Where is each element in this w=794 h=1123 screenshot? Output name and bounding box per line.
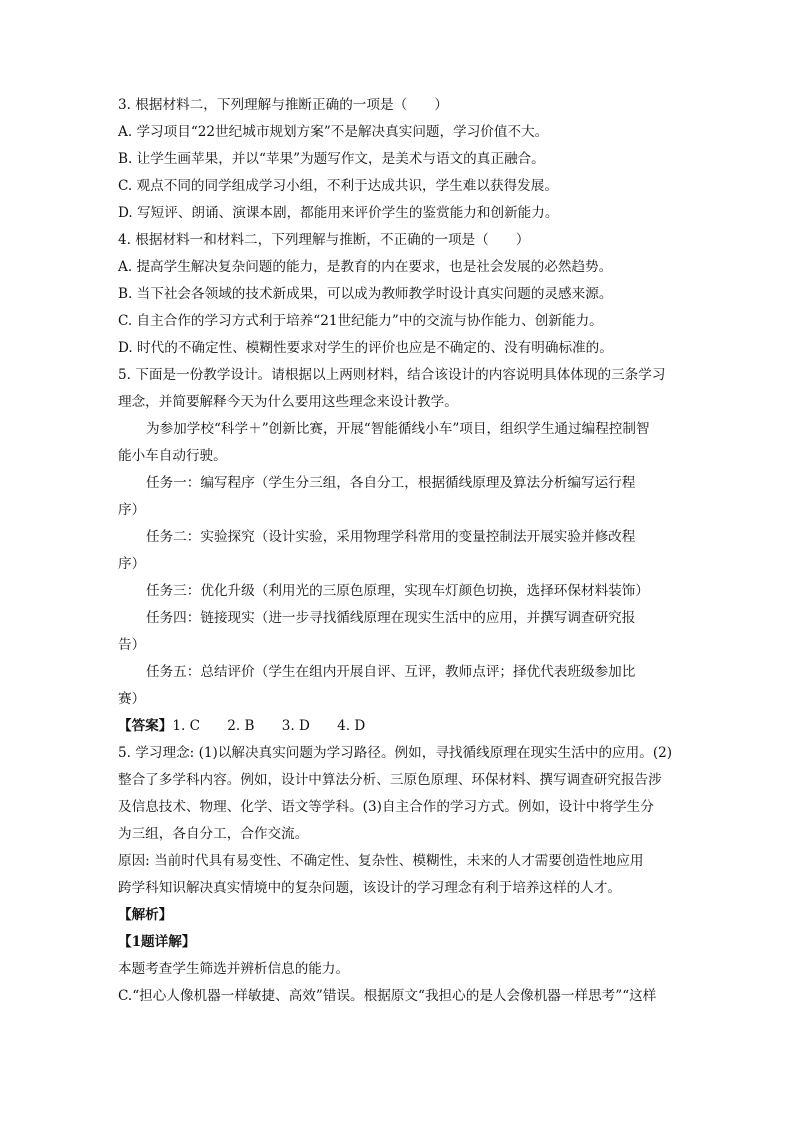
task-2-line: 序）: [118, 556, 146, 572]
question-5-stem-line: 理念，并简要解释今天为什么要用这些理念来设计教学。: [118, 394, 458, 410]
answer-q5-line: 及信息技术、物理、化学、语文等学科。(3)自主合作的学习方式。例如，设计中将学生分: [118, 799, 654, 815]
question-4-stem: 4. 根据材料一和材料二，下列理解与推断，不正确的一项是（ ）: [118, 232, 530, 248]
task-1-line: 任务一：编写程序（学生分三组，各自分工，根据循线原理及算法分析编写运行程: [146, 475, 636, 491]
task-2-line: 任务二：实验探究（设计实验，采用物理学科常用的变量控制法开展实验并修改程: [146, 529, 636, 545]
question-4-option-c: C. 自主合作的学习方式利于培养“21世纪能力”中的交流与协作能力、创新能力。: [118, 313, 603, 329]
answer-line: [118, 713, 663, 740]
answer-q5-line: 为三组，各自分工，合作交流。: [118, 826, 309, 842]
analysis-sub-label: 【1题详解】: [118, 934, 196, 950]
question-3-stem: 3. 根据材料二，下列理解与推断正确的一项是（ ）: [118, 97, 448, 113]
answer-q5-line: 整合了多学科内容。例如，设计中算法分析、三原色原理、环保材料、撰写调查研究报告涉: [118, 772, 662, 788]
question-3-option-d: D. 写短评、朗诵、演课本剧，都能用来评价学生的鉴赏能力和创新能力。: [118, 205, 559, 221]
question-4-option-d: D. 时代的不确定性、模糊性要求对学生的评价也应是不确定的、没有明确标准的。: [118, 340, 613, 356]
question-4-option-b: B. 当下社会各领域的技术新成果，可以成为教师教学时设计真实问题的灵感来源。: [118, 286, 613, 302]
question-3-option-b: B. 让学生画苹果，并以“苹果”为题写作文，是美术与语文的真正融合。: [118, 151, 545, 167]
question-3-option-a: A. 学习项目“22世纪城市规划方案”不是解决真实问题，学习价值不大。: [118, 124, 549, 140]
question-4-option-a: A. 提高学生解决复杂问题的能力，是教育的内在要求，也是社会发展的必然趋势。: [118, 259, 613, 275]
analysis-label: 【解析】: [118, 907, 173, 923]
answer-values: 1. C 2. B 3. D 4. D: [172, 718, 366, 734]
task-4-line: 告）: [118, 637, 146, 653]
question-3-option-c: C. 观点不同的同学组成学习小组，不利于达成共识，学生难以获得发展。: [118, 178, 558, 194]
task-5-line: 任务五：总结评价（学生在组内开展自评、互评，教师点评；择优代表班级参加比: [146, 664, 636, 680]
question-5-intro-line: 为参加学校“科学＋”创新比赛，开展“智能循线小车”项目，组织学生通过编程控制智: [146, 421, 650, 437]
question-5-stem-line: 5. 下面是一份教学设计。请根据以上两则材料，结合该设计的内容说明具体体现的三条学习: [118, 367, 666, 383]
task-5-line: 赛）: [118, 691, 146, 707]
reason-line: 跨学科知识解决真实情境中的复杂问题，该设计的学习理念有利于培养这样的人才。: [118, 880, 621, 896]
document-page: [118, 92, 673, 1010]
task-4-line: 任务四：链接现实（进一步寻找循线原理在现实生活中的应用，并撰写调查研究报: [146, 610, 636, 626]
task-1-line: 序）: [118, 502, 146, 518]
answer-label: 【答案】: [118, 718, 173, 734]
question-5-intro-line: 能小车自动行驶。: [118, 448, 227, 464]
analysis-line: 本题考查学生筛选并辨析信息的能力。: [118, 961, 350, 977]
reason-line: 原因: 当前时代具有易变性、不确定性、复杂性、模糊性，未来的人才需要创造性地应用: [118, 853, 644, 869]
analysis-line: C.“担心人像机器一样敏捷、高效”错误。根据原文“我担心的是人会像机器一样思考”“这样: [118, 988, 657, 1004]
task-3-line: 任务三：优化升级（利用光的三原色原理，实现车灯颜色切换，选择环保材料装饰）: [146, 583, 649, 599]
answer-q5-line: 5. 学习理念: (1)以解决真实问题为学习路径。例如，寻找循线原理在现实生活中的应用。(2): [118, 745, 673, 761]
